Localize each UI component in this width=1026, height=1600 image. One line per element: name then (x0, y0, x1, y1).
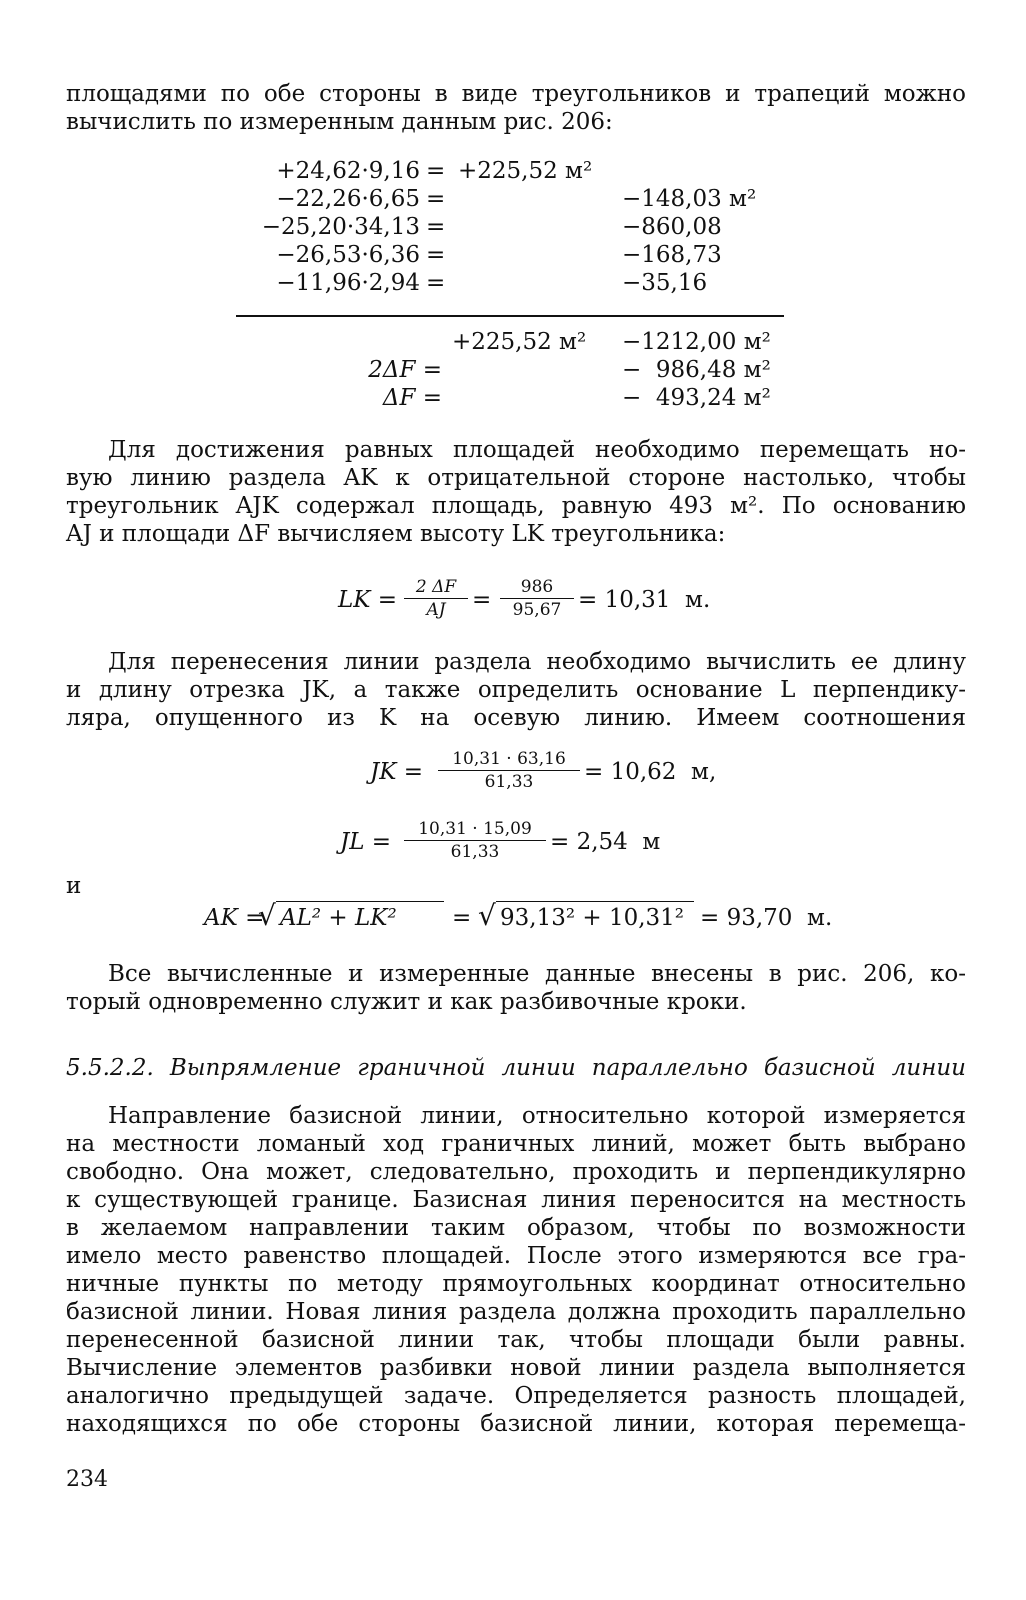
calc-eq-1: = (426, 158, 446, 184)
para4-line-1: Направление базисной линии, относительно которой измеряется (108, 1103, 966, 1129)
para4-line-9: перенесенной базисной линии так, чтобы площади были равны. (66, 1327, 966, 1353)
calc-eq-3: = (426, 214, 446, 240)
para2-line-1: Для перенесения линии раздела необходимо вычислить ее длину (108, 649, 966, 675)
jl-fraction (404, 818, 546, 863)
lk-eq: = (472, 587, 492, 613)
jk-den: 61,33 (438, 770, 580, 793)
ak-lhs: AK = (204, 905, 265, 931)
jk-num: 10,31 · 63,16 (452, 749, 566, 769)
intro-line-2: вычислить по измеренным данным рис. 206: (66, 109, 613, 135)
calc-expr-3: −25,20·34,13 (261, 214, 420, 240)
para4-line-11: аналогично предыдущей задаче. Определяется разность площадей, (66, 1383, 966, 1409)
lk-fraction-1 (404, 576, 468, 621)
plus-total: +225,52 м² (452, 329, 587, 355)
para1-line-3: треугольник AJK содержал площадь, равную 493 м². По основанию (66, 493, 966, 519)
lk-frac2-den: 95,67 (500, 598, 574, 621)
section-heading: 5.5.2.2. Выпрямление граничной линии параллельно базисной линии (66, 1055, 966, 1081)
ak-root-1: AL² + LK² (280, 905, 397, 931)
para4-line-12: находящихся по обе стороны базисной линии, которая перемеща- (66, 1411, 966, 1437)
calc-expr-5: −11,96·2,94 (276, 270, 420, 296)
sqrt-bar-2 (496, 901, 694, 902)
sum-rule (236, 315, 784, 317)
para4-line-6: имело место равенство площадей. После этого измеряются все гра- (66, 1243, 966, 1269)
calc-eq-5: = (426, 270, 446, 296)
para4-line-8: базисной линии. Новая линия раздела должна проходить параллельно (66, 1299, 966, 1325)
jl-num: 10,31 · 15,09 (418, 819, 532, 839)
jk-result: = 10,62 м, (584, 759, 717, 785)
page-number: 234 (66, 1467, 108, 1492)
ak-result: = 93,70 м. (700, 905, 833, 931)
para3-line-2: торый одновременно служит и как разбивочные кроки. (66, 989, 747, 1015)
sqrt-sign-2: √ (478, 899, 496, 932)
lk-result: = 10,31 м. (578, 587, 711, 613)
para1-line-1: Для достижения равных площадей необходимо перемещать но- (108, 437, 966, 463)
calc-eq-2: = (426, 186, 446, 212)
jk-lhs: JK = (370, 759, 423, 785)
jl-result: = 2,54 м (550, 829, 661, 855)
double-df-value: − 986,48 м² (622, 357, 771, 383)
calc-minus-3: −860,08 (622, 214, 722, 240)
para4-line-5: в желаемом направлении таким образом, чтобы по возможности (66, 1215, 966, 1241)
para1-line-2: вую линию раздела AK к отрицательной стороне настолько, чтобы (66, 465, 966, 491)
sqrt-sign-1: √ (258, 899, 276, 932)
calc-expr-2: −22,26·6,65 (276, 186, 420, 212)
calc-minus-2: −148,03 м² (622, 186, 757, 212)
conjunction-i: и (66, 873, 82, 899)
para1-line-4: AJ и площади ΔF вычисляем высоту LK треугольника: (66, 521, 726, 547)
calc-minus-4: −168,73 (622, 242, 722, 268)
calc-plus-1: +225,52 м² (458, 158, 593, 184)
para4-line-10: Вычисление элементов разбивки новой линии раздела выполняется (66, 1355, 966, 1381)
calc-expr-1: +24,62·9,16 (276, 158, 420, 184)
intro-line-1: площадями по обе стороны в виде треугольников и трапеций можно (66, 81, 966, 107)
df-value: − 493,24 м² (622, 385, 771, 411)
jk-fraction (438, 748, 580, 793)
para4-line-3: свободно. Она может, следовательно, проходить и перпендикулярно (66, 1159, 966, 1185)
para4-line-2: на местности ломаный ход граничных линий, может быть выбрано (66, 1131, 966, 1157)
df-label: ΔF = (382, 385, 442, 411)
sqrt-bar-1 (276, 901, 444, 902)
lk-frac2-num: 986 (520, 577, 554, 597)
para3-line-1: Все вычисленные и измеренные данные внесены в рис. 206, ко- (108, 961, 966, 987)
jl-lhs: JL = (340, 829, 392, 855)
para2-line-2: и длину отрезка JK, а также определить основание L перпендику- (66, 677, 966, 703)
lk-frac1-num: 2 ΔF (415, 577, 457, 597)
lk-frac1-den: AJ (404, 598, 468, 621)
ak-root-2: 93,13² + 10,31² (500, 905, 685, 931)
ak-eq: = (452, 905, 472, 931)
calc-eq-4: = (426, 242, 446, 268)
calc-minus-5: −35,16 (622, 270, 708, 296)
lk-fraction-2 (500, 576, 574, 621)
para2-line-3: ляра, опущенного из K на осевую линию. Имеем соотношения (66, 705, 966, 731)
lk-lhs: LK = (338, 587, 398, 613)
double-df-label: 2ΔF = (368, 357, 442, 383)
calc-expr-4: −26,53·6,36 (276, 242, 420, 268)
jl-den: 61,33 (404, 840, 546, 863)
minus-total: −1212,00 м² (622, 329, 771, 355)
para4-line-4: к существующей границе. Базисная линия переносится на местность (66, 1187, 966, 1213)
para4-line-7: ничные пункты по методу прямоугольных координат относительно (66, 1271, 966, 1297)
